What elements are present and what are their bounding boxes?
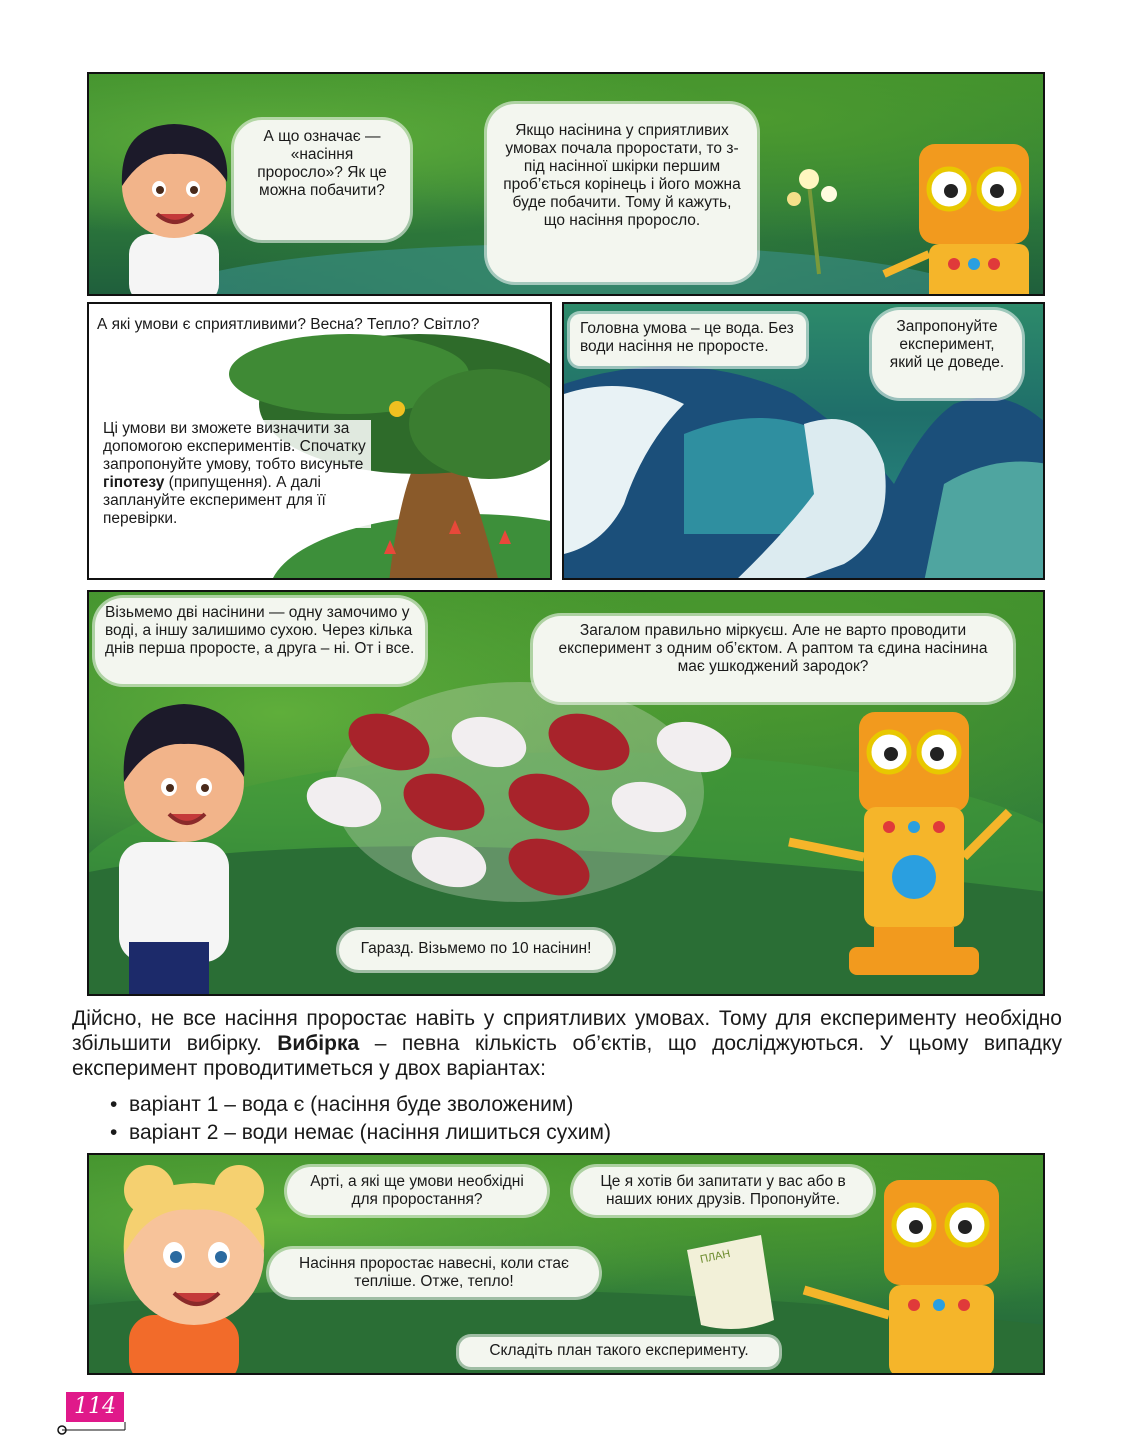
robot-speech-bubble: Це я хотів би запитати у вас або в наших юних друзів. Пропонуйте. [573, 1167, 873, 1215]
panel-4 [87, 590, 1045, 996]
page-corner-marks [55, 1400, 135, 1440]
girl-speech-bubble-1: Арті, а які ще умови необхідні для проростання? [287, 1167, 547, 1215]
panel-3-speech-bubble: Запропонуйте експеримент, який це доведе. [872, 310, 1022, 398]
plan-cup [687, 1235, 774, 1329]
boy-speech-bubble: Візьмемо дві насінини — одну замочимо у воді, а іншу залишимо сухою. Через кілька днів перша проросте, а друга – ні. От і все. [95, 598, 425, 684]
panel-3-caption-bubble: Головна умова – це вода. Без води насіння не проросте. [570, 314, 806, 366]
panel-3 [562, 302, 1045, 580]
panel-2-caption: А які умови є сприятливими? Весна? Тепло? Світло? [97, 316, 480, 333]
panel-2 [87, 302, 552, 580]
boy-bottom-bubble: Гаразд. Візьмемо по 10 насінин! [339, 930, 613, 970]
panel-5 [87, 1153, 1045, 1375]
boy-speech-bubble: А що означає — «насіння проросло»? Як це можна побачити? [234, 120, 410, 240]
bullet-item: • варіант 2 – води немає (насіння лишиться сухим) [110, 1121, 611, 1144]
robot-speech-bubble: Якщо насінина у сприятливих умовах почала проростати, то з-під насінної шкірки першим проб’ється корінець і його можна буде побачити. Тому й кажуть, що насіння проросло. [487, 104, 757, 282]
robot-speech-bubble: Загалом правильно міркуєш. Але не варто проводити експеримент з одним об’єктом. А раптом та єдина насінина має ушкоджений зародок? [533, 616, 1013, 702]
bullet-item: • варіант 1 – вода є (насіння буде зволоженим) [110, 1093, 574, 1116]
page-number: 114 [66, 1392, 124, 1422]
panel-2-text: Ці умови ви зможете визначити за допомогою експериментів. Спочатку запропонуйте умову, тобто висуньте гіпотезу (припущення). А далі заплануйте експеримент для її перевірки. [103, 420, 371, 528]
body-paragraph: Дійсно, не все насіння проростає навіть у сприятливих умовах. Тому для експерименту необхідно збільшити вибірку. Вибірка – певна кількість об’єктів, що досліджуються. У цьому випадку експеримент проводитиметься у двох варіантах: [72, 1007, 1062, 1080]
boy-character [122, 124, 227, 296]
teacher-prompt-bubble: Складіть план такого експерименту. [459, 1337, 779, 1367]
plan-cup-label: ПЛАН [699, 1247, 732, 1266]
girl-speech-bubble-2: Насіння проростає навесні, коли стає тепліше. Отже, тепло! [269, 1249, 599, 1297]
panel-1 [87, 72, 1045, 296]
